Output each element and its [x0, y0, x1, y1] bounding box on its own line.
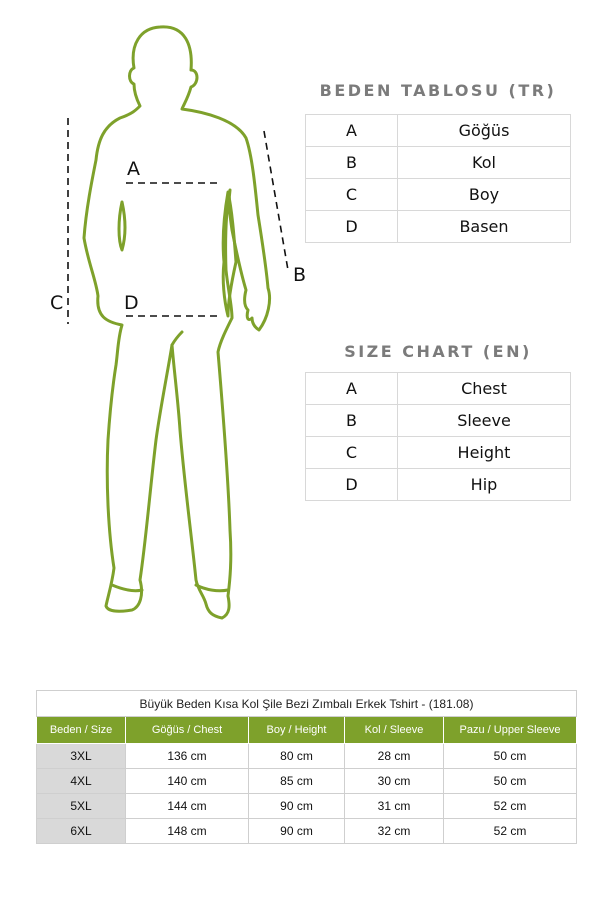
height-cell: 85 cm: [249, 769, 345, 794]
chest-cell: 136 cm: [126, 744, 249, 769]
legend-value: Göğüs: [398, 115, 571, 147]
table-row: [37, 769, 577, 794]
label-c: C: [50, 292, 64, 314]
upper-sleeve-cell: 50 cm: [444, 769, 577, 794]
legend-key: C: [306, 179, 398, 211]
table-row: [306, 115, 571, 147]
header-height: Boy / Height: [249, 717, 345, 744]
legend-value: Sleeve: [398, 405, 571, 437]
header-sleeve: Kol / Sleeve: [345, 717, 444, 744]
label-b: B: [293, 264, 307, 286]
legend-key: B: [306, 147, 398, 179]
table-row: [306, 405, 571, 437]
table-row: [37, 819, 577, 844]
en-legend-table: [305, 372, 571, 501]
table-row: [306, 437, 571, 469]
label-d: D: [124, 292, 139, 314]
table-row: [37, 794, 577, 819]
body-figure: [0, 0, 330, 640]
legend-key: C: [306, 437, 398, 469]
label-a: A: [127, 158, 140, 180]
en-chart-heading: SIZE CHART (EN): [344, 342, 532, 361]
sleeve-cell: 30 cm: [345, 769, 444, 794]
height-cell: 90 cm: [249, 819, 345, 844]
header-upper-sleeve: Pazu / Upper Sleeve: [444, 717, 577, 744]
size-table: [36, 690, 577, 844]
table-row: [306, 147, 571, 179]
table-row: [306, 469, 571, 501]
body-outline: [84, 27, 270, 618]
upper-sleeve-cell: 52 cm: [444, 794, 577, 819]
chest-cell: 148 cm: [126, 819, 249, 844]
size-table-title-row: [37, 691, 577, 717]
legend-value: Chest: [398, 373, 571, 405]
legend-value: Hip: [398, 469, 571, 501]
size-cell: 6XL: [37, 819, 126, 844]
size-table-container: [36, 690, 577, 844]
body-outline-illustration: [0, 0, 330, 640]
chest-cell: 140 cm: [126, 769, 249, 794]
legend-value: Basen: [398, 211, 571, 243]
legend-value: Height: [398, 437, 571, 469]
sleeve-measure-line: [264, 131, 288, 270]
sleeve-cell: 32 cm: [345, 819, 444, 844]
upper-sleeve-cell: 50 cm: [444, 744, 577, 769]
legend-key: D: [306, 211, 398, 243]
table-row: [306, 373, 571, 405]
sleeve-cell: 31 cm: [345, 794, 444, 819]
tr-chart-heading: BEDEN TABLOSU (TR): [319, 81, 557, 100]
tr-legend-table: [305, 114, 571, 243]
sleeve-cell: 28 cm: [345, 744, 444, 769]
size-cell: 5XL: [37, 794, 126, 819]
height-cell: 90 cm: [249, 794, 345, 819]
chest-cell: 144 cm: [126, 794, 249, 819]
table-row: [37, 744, 577, 769]
legend-key: D: [306, 469, 398, 501]
size-cell: 3XL: [37, 744, 126, 769]
upper-sleeve-cell: 52 cm: [444, 819, 577, 844]
size-table-header-row: [37, 717, 577, 744]
table-row: [306, 211, 571, 243]
size-table-title: Büyük Beden Kısa Kol Şile Bezi Zımbalı Erkek Tshirt - (181.08): [37, 691, 577, 717]
legend-key: A: [306, 373, 398, 405]
header-size: Beden / Size: [37, 717, 126, 744]
legend-value: Boy: [398, 179, 571, 211]
measurement-lines: [68, 118, 288, 324]
legend-key: B: [306, 405, 398, 437]
legend-value: Kol: [398, 147, 571, 179]
height-cell: 80 cm: [249, 744, 345, 769]
table-row: [306, 179, 571, 211]
legend-key: A: [306, 115, 398, 147]
header-chest: Göğüs / Chest: [126, 717, 249, 744]
size-cell: 4XL: [37, 769, 126, 794]
